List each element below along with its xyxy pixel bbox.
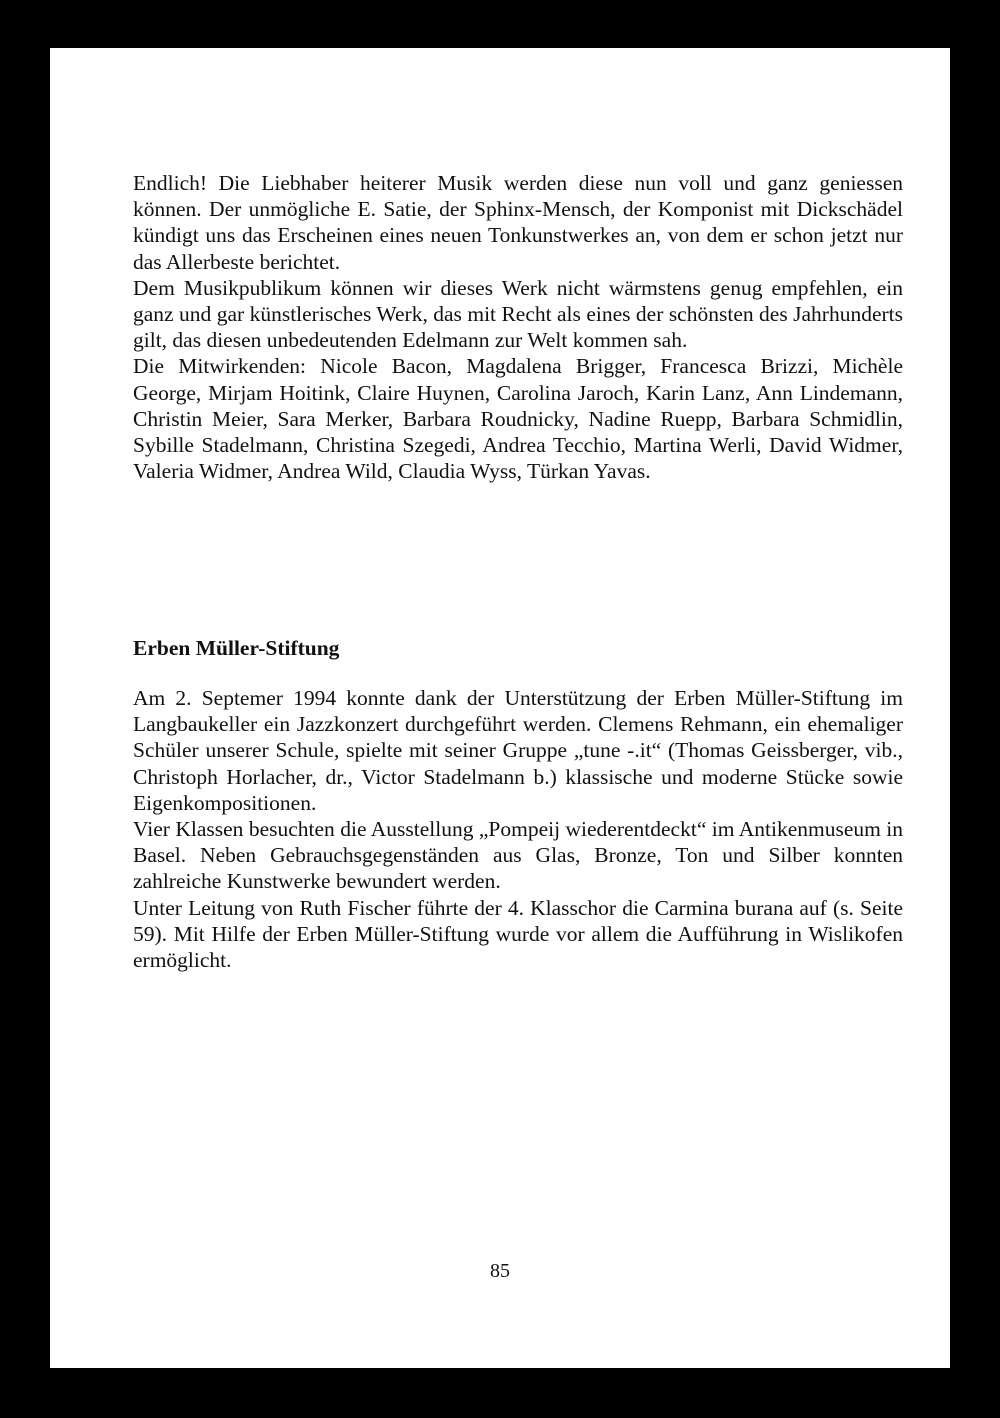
section-satie — [133, 170, 903, 484]
paragraph-pompeii-exhibition: Vier Klassen besuchten die Ausstellung „Pompeij wiederentdeckt“ im Antikenmuseum in Basel. Neben Gebrauchsgegenständen aus Glas, Bronze, Ton und Silber konnten zahlreiche Kunstwerke bewundert werden. — [133, 817, 903, 894]
document-page — [50, 48, 950, 1368]
paragraph-jazz-concert: Am 2. Septemer 1994 konnte dank der Unterstützung der Erben Müller-Stiftung im Langbaukeller ein Jazzkonzert durchgeführt werden. Clemens Rehmann, ein ehemaliger Schüler unserer Schule, spielte mit seiner Gruppe „tune -.it“ (Thomas Geissberger, vib., Christoph Horlacher, dr., Victor Stadelmann b.) klassische und moderne Stücke sowie Eigenkompositionen. — [133, 686, 903, 815]
paragraph-performers: Die Mitwirkenden: Nicole Bacon, Magdalena Brigger, Francesca Brizzi, Michèle George, Mirjam Hoitink, Claire Huynen, Carolina Jaroch, Karin Lanz, Ann Lindemann, Christin Meier, Sara Merker, Barbara Roudnicky, Nadine Ruepp, Barbara Schmidlin, Sybille Stadelmann, Christina Szegedi, Andrea Tecchio, Martina Werli, David Widmer, Valeria Widmer, Andrea Wild, Claudia Wyss, Türkan Yavas. — [133, 354, 903, 484]
section-heading-erben-mueller-stiftung: Erben Müller-Stiftung — [133, 636, 340, 660]
paragraph-satie-intro: Endlich! Die Liebhaber heiterer Musik werden diese nun voll und ganz geniessen können. Der unmögliche E. Satie, der Sphinx-Mensch, der Komponist mit Dickschädel kündigt uns das Erscheinen eines neuen Tonkunstwerkes an, von dem er schon jetzt nur das Allerbeste berichtet. — [133, 171, 903, 274]
paragraph-satie-recommendation: Dem Musikpublikum können wir dieses Werk nicht wärmstens genug empfehlen, ein ganz und gar künstlerisches Werk, das mit Recht als eines der schönsten des Jahrhunderts gilt, das diesen unbedeutenden Edelmann zur Welt kommen sah. — [133, 275, 903, 353]
page-number: 85 — [490, 1260, 510, 1282]
paragraph-carmina-burana: Unter Leitung von Ruth Fischer führte der 4. Klasschor die Carmina burana auf (s. Seite 59). Mit Hilfe der Erben Müller-Stiftung wurde vor allem die Aufführung in Wislikofen ermöglicht. — [133, 895, 903, 973]
section-erben-mueller-stiftung — [133, 685, 903, 973]
